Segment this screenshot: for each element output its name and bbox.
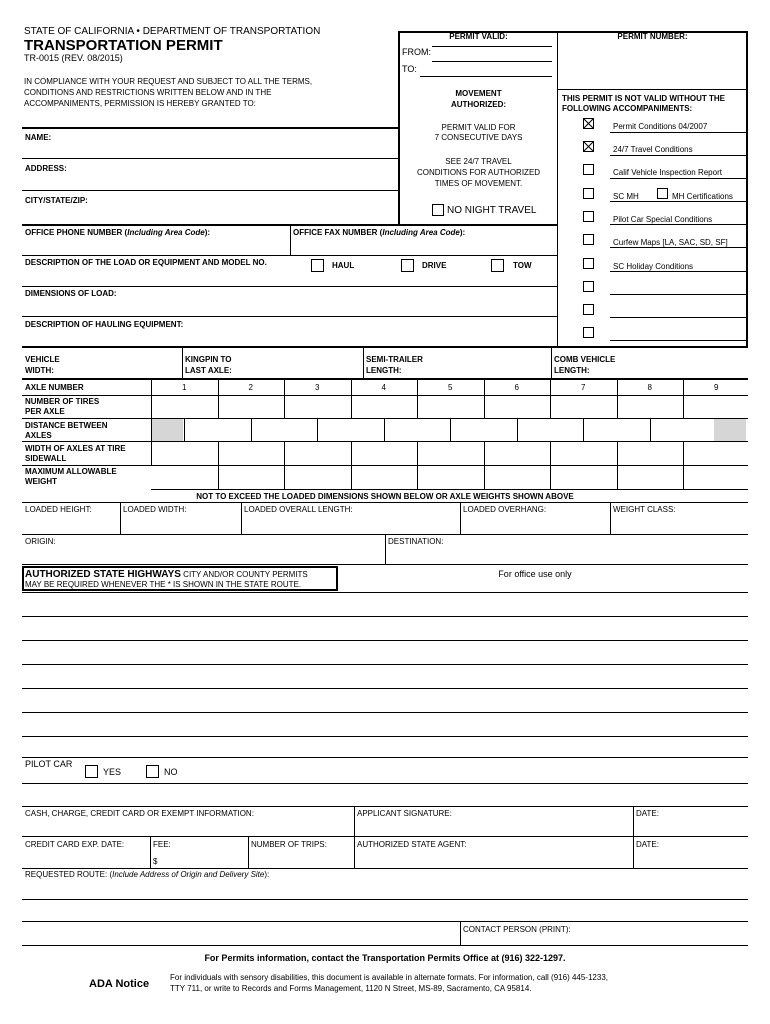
distance-divider bbox=[650, 419, 651, 441]
date-divider bbox=[633, 806, 634, 868]
axle-row-1 bbox=[22, 395, 748, 396]
agent-field[interactable] bbox=[22, 868, 748, 869]
axle-divider bbox=[484, 396, 485, 418]
loaded-height-label: LOADED HEIGHT: bbox=[25, 505, 92, 514]
distance-divider bbox=[384, 419, 385, 441]
accompaniment-4: SC MH bbox=[613, 192, 639, 201]
city-label: CITY/STATE/ZIP: bbox=[25, 196, 88, 205]
distance-divider bbox=[583, 419, 584, 441]
axle-number-8: 8 bbox=[647, 383, 652, 392]
axle-number-4: 4 bbox=[381, 383, 386, 392]
from-line bbox=[432, 46, 552, 47]
accompaniment-line-3 bbox=[610, 178, 748, 179]
loaded-top bbox=[22, 502, 748, 503]
accompaniment-line-11[interactable] bbox=[610, 340, 748, 341]
tow-label: TOW bbox=[513, 261, 532, 270]
see-conditions-3: TIMES OF MOVEMENT. bbox=[434, 179, 523, 188]
width-tire-2: SIDEWALL bbox=[25, 454, 67, 463]
mh-cert-checkbox[interactable] bbox=[657, 188, 668, 199]
drive-checkbox[interactable] bbox=[401, 259, 414, 272]
route-label: REQUESTED ROUTE: (Include Address of Origin and Delivery Site): bbox=[25, 870, 270, 879]
permit-number-bottom bbox=[557, 89, 747, 90]
haul-checkbox[interactable] bbox=[311, 259, 324, 272]
pilot-yes-checkbox[interactable] bbox=[85, 765, 98, 778]
load-description-field[interactable] bbox=[22, 286, 558, 287]
comb-1: COMB VEHICLE bbox=[554, 355, 616, 364]
loaded-div-4 bbox=[610, 502, 611, 534]
axle-row-4 bbox=[22, 465, 748, 466]
accompaniment-5: MH Certifications bbox=[672, 192, 733, 201]
distance-divider bbox=[251, 419, 252, 441]
max-weight-2: WEIGHT bbox=[25, 477, 57, 486]
accompaniment-checkbox-6[interactable] bbox=[583, 211, 594, 222]
contact-label: CONTACT PERSON (PRINT): bbox=[463, 925, 571, 934]
distance-shade-left bbox=[152, 419, 183, 441]
axle-number-label: AXLE NUMBER bbox=[25, 383, 84, 392]
origin-label: ORIGIN: bbox=[25, 537, 56, 546]
movement-label-1: MOVEMENT bbox=[455, 89, 502, 98]
distance-divider bbox=[184, 419, 185, 441]
distance-1: DISTANCE BETWEEN bbox=[25, 421, 108, 430]
distance-shade-right bbox=[714, 419, 746, 441]
semi-2: LENGTH: bbox=[366, 366, 402, 375]
accompaniment-checkbox-2[interactable] bbox=[583, 141, 594, 152]
valid-days-2: 7 CONSECUTIVE DAYS bbox=[434, 133, 523, 142]
axle-row-2 bbox=[22, 418, 748, 419]
phone-divider bbox=[290, 225, 291, 255]
permits-info: For Permits information, contact the Transportation Permits Office at (916) 322-1297. bbox=[204, 953, 566, 963]
dollar-sign: $ bbox=[153, 857, 158, 866]
accompaniment-checkbox-11[interactable] bbox=[583, 327, 594, 338]
loaded-overhang-label: LOADED OVERHANG: bbox=[463, 505, 547, 514]
axle-divider bbox=[683, 380, 684, 395]
accompaniment-line-6 bbox=[610, 224, 748, 225]
valid-days-1: PERMIT VALID FOR bbox=[441, 123, 516, 132]
date-label-1: DATE: bbox=[636, 809, 659, 818]
destination-label: DESTINATION: bbox=[388, 537, 444, 546]
form-title: TRANSPORTATION PERMIT bbox=[24, 37, 223, 54]
axle-number-3: 3 bbox=[315, 383, 320, 392]
comb-2: LENGTH: bbox=[554, 366, 590, 375]
validity-right-border bbox=[557, 31, 558, 346]
signature-label: APPLICANT SIGNATURE: bbox=[357, 809, 452, 818]
loaded-div-2 bbox=[241, 502, 242, 534]
tow-checkbox[interactable] bbox=[491, 259, 504, 272]
exp-date-label: CREDIT CARD EXP. DATE: bbox=[25, 840, 125, 849]
axle-number-9: 9 bbox=[714, 383, 719, 392]
to-field[interactable] bbox=[420, 76, 552, 77]
from-label: FROM: bbox=[402, 47, 431, 57]
phone-field[interactable] bbox=[22, 255, 558, 256]
accompaniment-checkbox-8[interactable] bbox=[583, 258, 594, 269]
distance-divider bbox=[450, 419, 451, 441]
axle-row-5 bbox=[151, 489, 748, 490]
ada-text-2: TTY 711, or write to Records and Forms Management, 1120 N Street, MS-89, Sacramento, CA 95814. bbox=[170, 984, 532, 993]
ada-notice: ADA Notice bbox=[89, 978, 150, 990]
highways-note-2: MAY BE REQUIRED WHENEVER THE * IS SHOWN IN THE STATE ROUTE. bbox=[25, 580, 302, 589]
route-line-1[interactable] bbox=[22, 592, 748, 593]
accompaniment-6: Pilot Car Special Conditions bbox=[613, 215, 713, 224]
permit-number-label: PERMIT NUMBER: bbox=[617, 32, 688, 41]
tires-2: PER AXLE bbox=[25, 407, 65, 416]
route-line-8[interactable] bbox=[22, 757, 748, 758]
route-line-7[interactable] bbox=[22, 736, 748, 737]
fax-label: OFFICE FAX NUMBER (Including Area Code): bbox=[293, 228, 466, 237]
accompaniment-checkbox-10[interactable] bbox=[583, 304, 594, 315]
distance-divider bbox=[317, 419, 318, 441]
axle-divider bbox=[550, 380, 551, 395]
see-conditions-2: CONDITIONS FOR AUTHORIZED bbox=[416, 168, 541, 177]
axle-divider bbox=[351, 380, 352, 395]
dimensions-field[interactable] bbox=[22, 316, 558, 317]
movement-label-2: AUTHORIZED: bbox=[450, 100, 507, 109]
highways-title: AUTHORIZED STATE HIGHWAYS bbox=[25, 569, 181, 580]
loaded-overall-label: LOADED OVERALL LENGTH: bbox=[244, 505, 353, 514]
route-field-1[interactable] bbox=[22, 899, 748, 900]
date-label-2: DATE: bbox=[636, 840, 659, 849]
origin-field[interactable] bbox=[22, 564, 748, 565]
compliance-line-1: IN COMPLIANCE WITH YOUR REQUEST AND SUBJECT TO ALL THE TERMS, bbox=[24, 77, 313, 86]
accompaniments-heading-2: FOLLOWING ACCOMPANIMENTS: bbox=[562, 104, 693, 113]
axle-divider bbox=[351, 396, 352, 418]
address-label: ADDRESS: bbox=[25, 164, 67, 173]
route-field-2[interactable] bbox=[22, 921, 748, 922]
contact-field[interactable] bbox=[22, 945, 748, 946]
origin-divider bbox=[385, 534, 386, 564]
office-use-label: For office use only bbox=[498, 569, 572, 579]
dimensions-label: DIMENSIONS OF LOAD: bbox=[25, 289, 117, 298]
weight-class-label: WEIGHT CLASS: bbox=[613, 505, 676, 514]
vehicle-div-2 bbox=[363, 348, 364, 378]
accompaniment-checkbox-4[interactable] bbox=[583, 188, 594, 199]
width-tire-1: WIDTH OF AXLES AT TIRE bbox=[25, 444, 126, 453]
accompaniment-line-1 bbox=[610, 132, 748, 133]
accompaniments-heading-1: THIS PERMIT IS NOT VALID WITHOUT THE bbox=[562, 94, 725, 103]
accompaniment-8: SC Holiday Conditions bbox=[613, 262, 694, 271]
vehicle-div-3 bbox=[551, 348, 552, 378]
vehicle-width-1: VEHICLE bbox=[25, 355, 60, 364]
signature-divider bbox=[354, 806, 355, 868]
route-line-2[interactable] bbox=[22, 616, 748, 617]
pilot-yes-label: YES bbox=[103, 767, 122, 777]
distance-2: AXLES bbox=[25, 431, 52, 440]
accompaniment-checkbox-1[interactable] bbox=[583, 118, 594, 129]
axle-divider bbox=[550, 396, 551, 418]
pilot-bottom bbox=[22, 783, 748, 784]
axle-divider bbox=[484, 380, 485, 395]
route-line-4[interactable] bbox=[22, 664, 748, 665]
axle-divider bbox=[218, 396, 219, 418]
distance-divider bbox=[517, 419, 518, 441]
axle-divider bbox=[417, 380, 418, 395]
payment-top bbox=[22, 806, 748, 807]
vehicle-width-2: WIDTH: bbox=[25, 366, 54, 375]
agency-line: STATE OF CALIFORNIA • DEPARTMENT OF TRANSPORTATION bbox=[24, 26, 321, 37]
vehicle-bottom bbox=[22, 378, 748, 380]
loaded-div-1 bbox=[120, 502, 121, 534]
name-top bbox=[22, 127, 398, 129]
compliance-line-3: ACCOMPANIMENTS, PERMISSION IS HEREBY GRANTED TO: bbox=[24, 99, 256, 108]
accompaniment-checkbox-9[interactable] bbox=[583, 281, 594, 292]
accompaniment-line-8 bbox=[610, 271, 748, 272]
axle-number-5: 5 bbox=[448, 383, 453, 392]
axle-divider bbox=[617, 396, 618, 418]
accompaniment-checkbox-7[interactable] bbox=[583, 234, 594, 245]
from-field[interactable] bbox=[432, 61, 552, 62]
max-weight-1: MAXIMUM ALLOWABLE bbox=[25, 467, 117, 476]
ada-text-1: For individuals with sensory disabilities, this document is available in alternate formats. For information, call (916) 445-1233, bbox=[170, 973, 608, 982]
axle-divider bbox=[683, 396, 684, 418]
no-night-travel-label: NO NIGHT TRAVEL bbox=[447, 205, 537, 216]
axle-divider bbox=[284, 396, 285, 418]
axle-divider bbox=[617, 380, 618, 395]
hauling-equipment-label: DESCRIPTION OF HAULING EQUIPMENT: bbox=[25, 320, 184, 329]
highways-note-1: CITY AND/OR COUNTY PERMITS bbox=[180, 570, 308, 579]
cash-label: CASH, CHARGE, CREDIT CARD OR EXEMPT INFORMATION: bbox=[25, 809, 254, 818]
not-exceed-note: NOT TO EXCEED THE LOADED DIMENSIONS SHOWN BELOW OR AXLE WEIGHTS SHOWN ABOVE bbox=[196, 492, 574, 501]
axle-divider bbox=[284, 380, 285, 395]
see-conditions-1: SEE 24/7 TRAVEL bbox=[445, 157, 512, 166]
trips-divider bbox=[248, 836, 249, 868]
axle-number-7: 7 bbox=[581, 383, 586, 392]
to-label: TO: bbox=[402, 64, 417, 74]
accompaniment-line-7 bbox=[610, 247, 748, 248]
axle-number-1: 1 bbox=[182, 383, 187, 392]
route-line-6[interactable] bbox=[22, 712, 748, 713]
highways-title-line bbox=[25, 569, 308, 580]
name-field[interactable] bbox=[22, 158, 398, 159]
accompaniment-3: Calif Vehicle Inspection Report bbox=[613, 168, 722, 177]
contact-divider bbox=[460, 921, 461, 945]
tires-1: NUMBER OF TIRES bbox=[25, 397, 100, 406]
loaded-width-label: LOADED WIDTH: bbox=[123, 505, 187, 514]
hauling-equipment-field[interactable] bbox=[22, 346, 748, 348]
axle-number-2: 2 bbox=[248, 383, 253, 392]
accompaniment-line-10[interactable] bbox=[610, 317, 748, 318]
fee-divider bbox=[150, 836, 151, 868]
accompaniment-line-4 bbox=[610, 201, 748, 202]
form-id: TR-0015 (REV. 08/2015) bbox=[24, 53, 123, 63]
signature-field[interactable] bbox=[22, 836, 748, 837]
address-field[interactable] bbox=[22, 190, 398, 191]
accompaniment-7: Curfew Maps [LA, SAC, SD, SF] bbox=[613, 238, 728, 247]
permit-valid-label: PERMIT VALID: bbox=[449, 32, 508, 41]
trips-label: NUMBER OF TRIPS: bbox=[251, 840, 327, 849]
accompaniment-line-2 bbox=[610, 155, 748, 156]
accompaniment-1: Permit Conditions 04/2007 bbox=[613, 122, 708, 131]
pilot-car-label: PILOT CAR bbox=[25, 759, 73, 769]
loaded-div-3 bbox=[460, 502, 461, 534]
accompaniment-2: 24/7 Travel Conditions bbox=[613, 145, 693, 154]
haul-label: HAUL bbox=[332, 261, 355, 270]
right-border bbox=[746, 31, 748, 346]
fee-label: FEE: bbox=[153, 840, 171, 849]
no-night-travel-checkbox[interactable] bbox=[432, 204, 444, 216]
route-line-5[interactable] bbox=[22, 688, 748, 689]
vehicle-div-1 bbox=[182, 348, 183, 378]
pilot-no-label: NO bbox=[164, 767, 178, 777]
agent-label: AUTHORIZED STATE AGENT: bbox=[357, 840, 467, 849]
phone-label: OFFICE PHONE NUMBER (Including Area Code): bbox=[25, 228, 211, 237]
semi-1: SEMI-TRAILER bbox=[366, 355, 423, 364]
axle-number-6: 6 bbox=[514, 383, 519, 392]
accompaniment-checkbox-3[interactable] bbox=[583, 164, 594, 175]
accompaniment-line-9[interactable] bbox=[610, 294, 748, 295]
drive-label: DRIVE bbox=[422, 261, 447, 270]
axle-divider bbox=[417, 396, 418, 418]
axle-divider bbox=[218, 380, 219, 395]
kingpin-2: LAST AXLE: bbox=[185, 366, 232, 375]
route-line-3[interactable] bbox=[22, 640, 748, 641]
axle-row-3 bbox=[22, 441, 748, 442]
compliance-line-2: CONDITIONS AND RESTRICTIONS WRITTEN BELOW AND IN THE bbox=[24, 88, 272, 97]
load-description-label: DESCRIPTION OF THE LOAD OR EQUIPMENT AND MODEL NO. bbox=[25, 258, 267, 267]
name-label: NAME: bbox=[25, 133, 52, 142]
kingpin-1: KINGPIN TO bbox=[185, 355, 232, 364]
pilot-no-checkbox[interactable] bbox=[146, 765, 159, 778]
